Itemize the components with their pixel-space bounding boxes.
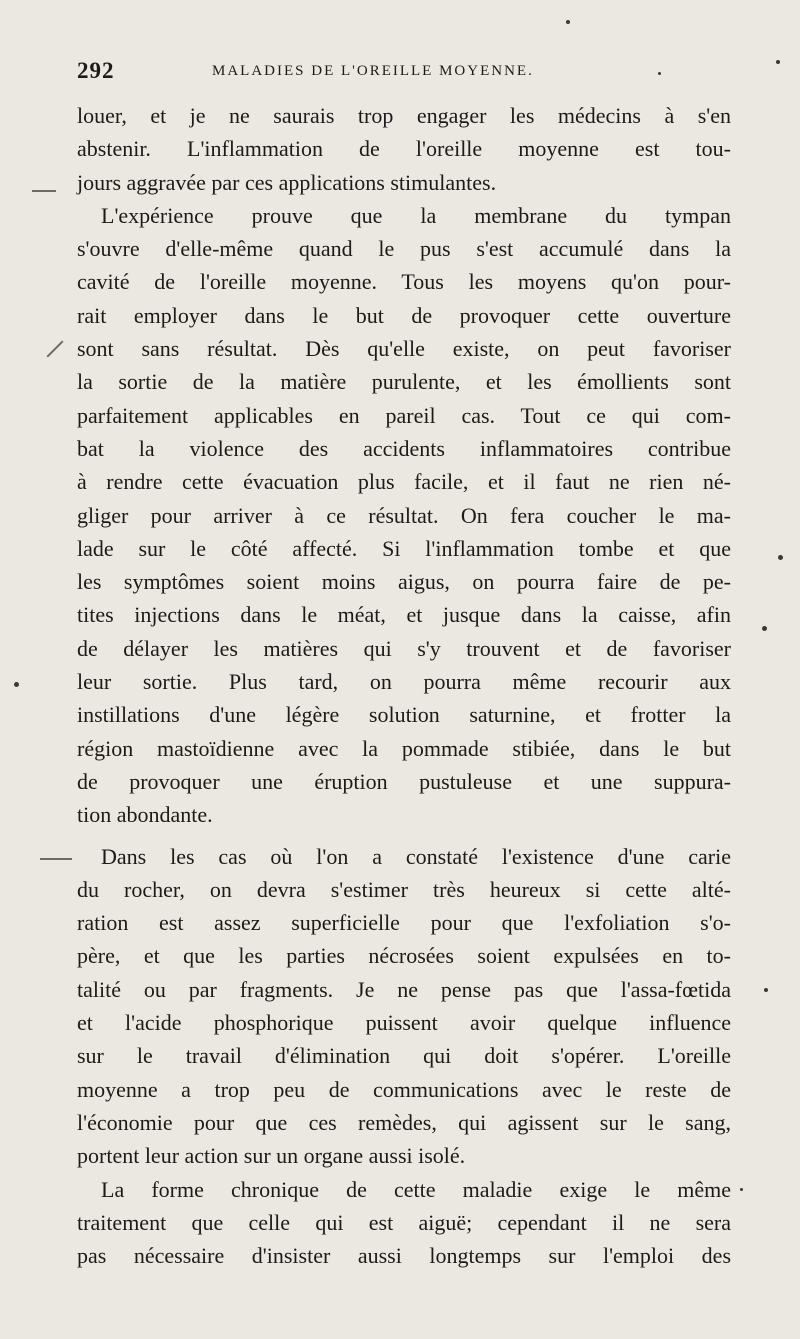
text-line: moyenne a trop peu de communications avec le reste de: [77, 1076, 731, 1102]
text-line: leur sortie. Plus tard, on pourra même recourir aux: [77, 669, 731, 695]
page-number: 292: [77, 58, 115, 83]
ink-speck: [776, 60, 780, 64]
ink-speck: [740, 1188, 743, 1191]
margin-mark: [47, 341, 64, 358]
paragraph-gap: [77, 832, 731, 840]
text-line: père, et que les parties nécrosées soient expulsées en to-: [77, 943, 731, 969]
text-line: cavité de l'oreille moyenne. Tous les moyens qu'on pour-: [77, 269, 731, 295]
text-line: jours aggravée par ces applications stimulantes.: [77, 169, 497, 195]
page-header: [77, 58, 727, 92]
text-line: tion abondante.: [77, 802, 213, 828]
ink-speck: [762, 626, 767, 631]
ink-speck: [764, 988, 768, 992]
text-line: tites injections dans le méat, et jusque dans la caisse, afin: [77, 602, 731, 628]
text-line: la sortie de la matière purulente, et les émollients sont: [77, 369, 731, 395]
text-line: sont sans résultat. Dès qu'elle existe, on peut favoriser: [77, 336, 731, 362]
ink-speck: [14, 682, 19, 687]
text-line: du rocher, on devra s'estimer très heureux si cette alté-: [77, 876, 731, 902]
text-line: à rendre cette évacuation plus facile, et il faut ne rien né-: [77, 469, 731, 495]
text-line: l'économie pour que ces remèdes, qui agissent sur le sang,: [77, 1109, 731, 1135]
body-text: [77, 99, 731, 1272]
ink-speck: [566, 20, 570, 24]
text-line: rait employer dans le but de provoquer cette ouverture: [77, 302, 731, 328]
text-line: s'ouvre d'elle-même quand le pus s'est accumulé dans la: [77, 236, 731, 262]
text-line: talité ou par fragments. Je ne pense pas que l'assa-fœtida: [77, 976, 731, 1002]
text-line: instillations d'une légère solution saturnine, et frotter la: [77, 702, 731, 728]
text-line: L'expérience prouve que la membrane du tympan: [101, 202, 731, 228]
margin-mark: [32, 190, 56, 192]
ink-speck: [658, 72, 661, 75]
text-line: de délayer les matières qui s'y trouvent et de favoriser: [77, 635, 731, 661]
text-line: louer, et je ne saurais trop engager les médecins à s'en: [77, 103, 731, 128]
text-line: région mastoïdienne avec la pommade stibiée, dans le but: [77, 735, 731, 761]
text-line: les symptômes soient moins aigus, on pourra faire de pe-: [77, 569, 731, 595]
text-line: bat la violence des accidents inflammatoires contribue: [77, 435, 731, 461]
text-line: ration est assez superficielle pour que l'exfoliation s'o-: [77, 910, 731, 936]
text-line: pas nécessaire d'insister aussi longtemps sur l'emploi des: [77, 1243, 731, 1269]
text-line: parfaitement applicables en pareil cas. Tout ce qui com-: [77, 402, 731, 428]
text-line: de provoquer une éruption pustuleuse et une suppura-: [77, 768, 731, 794]
text-line: Dans les cas où l'on a constaté l'existence d'une carie: [101, 843, 731, 869]
text-line: et l'acide phosphorique puissent avoir quelque influence: [77, 1010, 731, 1036]
text-line: gliger pour arriver à ce résultat. On fera coucher le ma-: [77, 502, 731, 528]
text-line: portent leur action sur un organe aussi isolé.: [77, 1143, 466, 1169]
text-line: traitement que celle qui est aiguë; cependant il ne sera: [77, 1209, 731, 1235]
text-line: sur le travail d'élimination qui doit s'opérer. L'oreille: [77, 1043, 731, 1069]
margin-mark: [40, 858, 72, 860]
running-head: MALADIES DE L'OREILLE MOYENNE.: [212, 63, 534, 79]
text-line: La forme chronique de cette maladie exige le même: [101, 1176, 731, 1202]
text-line: abstenir. L'inflammation de l'oreille moyenne est tou-: [77, 136, 731, 162]
ink-speck: [778, 555, 783, 560]
text-line: lade sur le côté affecté. Si l'inflammation tombe et que: [77, 535, 731, 561]
